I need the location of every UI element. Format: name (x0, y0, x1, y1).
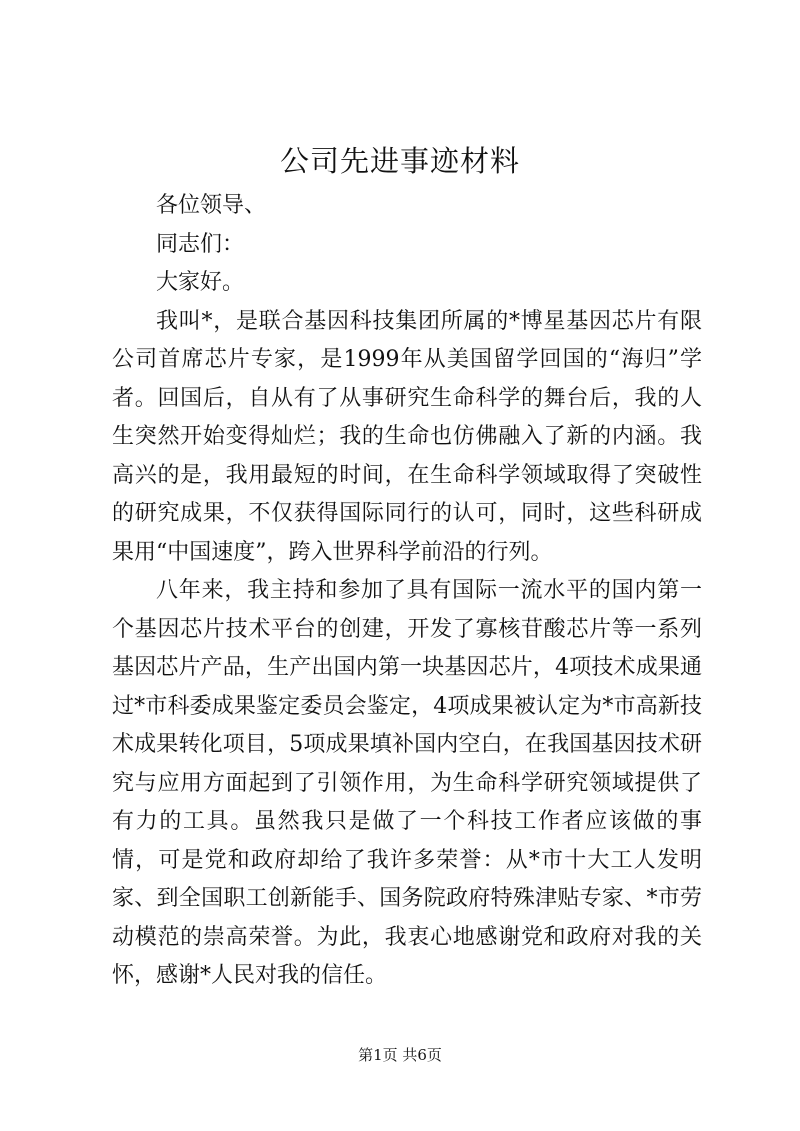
body-paragraph: 八年来，我主持和参加了具有国际一流水平的国内第一个基因芯片技术平台的创建，开发了寡核苷酸芯片等一系列基因芯片产品，生产出国内第一块基因芯片，4项技术成果通过*市科委成果鉴定委员会鉴定，4项成果被认定为*市高新技术成果转化项目，5项成果填补国内空白，在我国基因技术研究与应用方面起到了引领作用，为生命科学研究领域提供了有力的工具。虽然我只是做了一个科技工作者应该做的事情，可是党和政府却给了我许多荣誉：从*市十大工人发明家、到全国职工创新能手、国务院政府特殊津贴专家、*市劳动模范的崇高荣誉。为此，我衷心地感谢党和政府对我的关怀，感谢*人民对我的信任。 (112, 578, 702, 988)
body-paragraph: 我叫*，是联合基因科技集团所属的*博星基因芯片有限公司首席芯片专家，是1999年从美国留学回国的“海归”学者。回国后，自从有了从事研究生命科学的舞台后，我的人生突然开始变得灿烂；我的生命也仿佛融入了新的内涵。我高兴的是，我用最短的时间，在生命科学领域取得了突破性的研究成果，不仅获得国际同行的认可，同时，这些科研成果用“中国速度”，跨入世界科学前沿的行列。 (112, 308, 702, 565)
document-body (112, 187, 702, 996)
document-title: 公司先进事迹材料 (279, 144, 520, 178)
page-footer: 第1页 共6页 (358, 1046, 442, 1064)
greeting: 大家好。 (156, 270, 245, 295)
salutation-leaders: 各位领导、 (156, 193, 267, 218)
salutation-comrades: 同志们： (156, 231, 245, 257)
